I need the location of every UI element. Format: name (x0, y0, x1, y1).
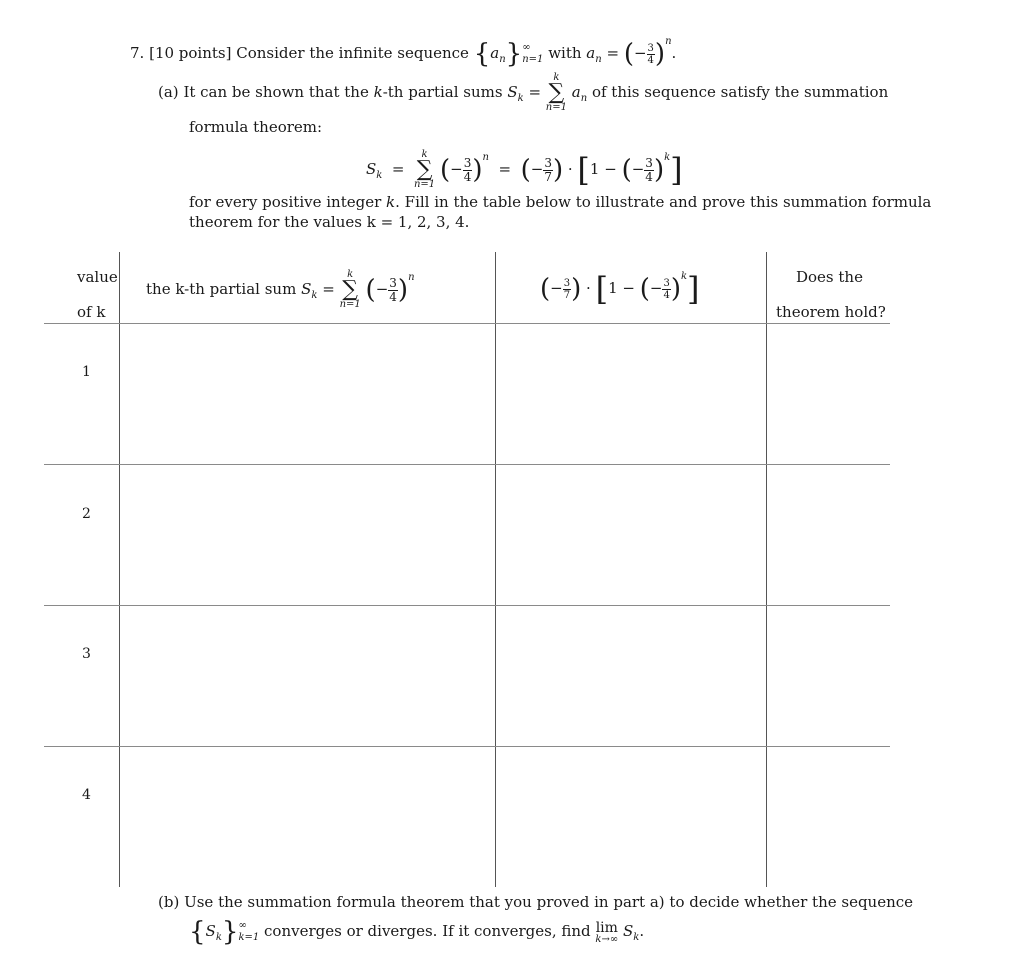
part-a-text-2: -th partial sums (382, 83, 503, 101)
brace-open: { (473, 39, 491, 69)
part-a-text-1: It can be shown that the (183, 83, 369, 101)
display-frac-1-num: 3 (463, 155, 472, 170)
display-frac-2-num: 3 (544, 155, 552, 170)
display-equation: $S_k$ = k ∑ n=1 (− $\frac{3}{4}$ )$^n$ = (− $\frac{3}{7}$ ) · [1 − (− $\frac{3}{4}$ )$^k$] (366, 149, 683, 190)
seq-sub: n (499, 54, 506, 65)
col2-header-text: the k-th partial sum (146, 280, 297, 298)
display-one: 1 (589, 160, 600, 178)
part-a-text-3: of this sequence satisfy the summation (591, 83, 889, 101)
col2-frac: $\frac{3}{4}$ (389, 275, 397, 304)
problem-fraction (647, 43, 655, 66)
display-frac-1 (463, 157, 473, 184)
display-lhs-sub: k (376, 170, 383, 181)
limit-operator (595, 921, 618, 945)
paren-open: ( (623, 39, 634, 69)
seq-range-upper: ∞ (522, 42, 531, 53)
sum-lower: n=1 (545, 102, 567, 113)
problem-exponent: n (665, 36, 672, 47)
problem-intro: Consider the infinite sequence (236, 44, 469, 62)
col2-header: the k-th partial sum $S_k$ = k ∑ n=1 (− $\frac{3}{4}$ )$^n$ (146, 269, 415, 310)
k-variable: k (373, 83, 383, 101)
display-frac-3-num: 3 (645, 155, 653, 170)
lim-word: lim (595, 920, 618, 936)
paren-close: ) (654, 39, 666, 69)
fraction-numerator: 3 (647, 42, 654, 54)
display-frac-1-den: 4 (463, 169, 472, 184)
row-label-4: 4 (82, 787, 91, 803)
display-sum: k ∑ n=1 (413, 149, 436, 190)
part-a-line3: for every positive integer k. Fill in the table below to illustrate and prove this summation formula (189, 193, 932, 211)
col3-header: (− $\frac{3}{7}$ ) · [1 − (− $\frac{3}{4}$ )$^k$] (540, 270, 700, 308)
table-hline-3 (44, 746, 890, 747)
seq-range-lower: n=1 (522, 54, 544, 65)
col2-sum-upper: k (347, 269, 354, 280)
table-vline-3 (766, 252, 767, 887)
col2-sum-lower: n=1 (339, 299, 361, 310)
problem-points: [10 points] (149, 44, 232, 62)
part-b-seq-upper: ∞ (238, 920, 247, 931)
part-a-line1: (a) It can be shown that the k-th partial sums $S_k$ = k ∑ n=1 $a_n$ of this sequence satisfy the summation (158, 72, 889, 113)
part-a-line4: theorem for the values k = 1, 2, 3, 4. (189, 213, 470, 231)
table-vline-2 (495, 252, 496, 887)
part-b-line1 (158, 893, 913, 911)
row-label-1: 1 (82, 364, 91, 380)
row-label-2: 2 (82, 506, 91, 522)
col1-header-line1: value (77, 268, 118, 286)
table-hline-header (44, 323, 890, 324)
col2-sum: k ∑ n=1 (339, 269, 361, 310)
problem-statement: 7. [10 points] Consider the infinite sequence $\{a_n\}$ ∞ n=1 with $a_n$ = (− $\frac{3}{4}$ )$^n$. (130, 36, 677, 69)
brace-close: } (505, 39, 523, 69)
part-a-text-5: . Fill in the table below to illustrate and prove this summation formula (395, 193, 932, 211)
display-frac-2 (543, 157, 553, 184)
formula-lhs: a (586, 44, 596, 62)
display-frac-2-den: 7 (544, 169, 552, 184)
seq-range (522, 42, 543, 66)
part-b-line2: $\{S_k\}$ ∞ k=1 converges or diverges. If it converges, find lim k→∞ $S_k$. (189, 917, 645, 947)
part-b-label: (b) (158, 893, 180, 911)
formula-lhs-sub: n (595, 54, 602, 65)
display-frac-3 (644, 157, 654, 184)
display-lhs: S (366, 160, 377, 178)
fraction-denominator: 4 (647, 54, 654, 66)
display-frac-3-den: 4 (645, 169, 653, 184)
display-exp-1: n (482, 152, 489, 163)
col3-frac-2: $\frac{3}{4}$ (663, 277, 670, 301)
table-hline-1 (44, 464, 890, 465)
part-a-line2: formula theorem: (189, 118, 323, 136)
table-vline-1 (119, 252, 120, 887)
part-a-label: (a) (158, 83, 179, 101)
problem-number: 7. (130, 44, 145, 62)
col1-header-line2: of k (77, 303, 106, 321)
part-b-seq-lower: k=1 (238, 932, 260, 943)
sum-symbol: k ∑ n=1 (545, 72, 567, 113)
part-a-text-4: for every positive integer (189, 193, 382, 211)
table-hline-2 (44, 605, 890, 606)
sum-upper: k (553, 72, 560, 83)
part-b-text-2: converges or diverges. If it converges, find (264, 922, 591, 940)
col4-header-line2: theorem hold? (776, 303, 886, 321)
seq-symbol: a (490, 44, 500, 62)
lim-sub: k→∞ (595, 934, 619, 945)
col3-frac-1: $\frac{3}{7}$ (563, 277, 571, 301)
part-b-text-1: Use the summation formula theorem that you proved in part a) to decide whether the sequence (184, 893, 914, 911)
part-b-seq-range (238, 920, 259, 944)
with-text: with (548, 44, 582, 62)
row-label-3: 3 (82, 646, 91, 662)
display-exp-2: k (664, 152, 671, 163)
col4-header-line1: Does the (796, 268, 863, 286)
